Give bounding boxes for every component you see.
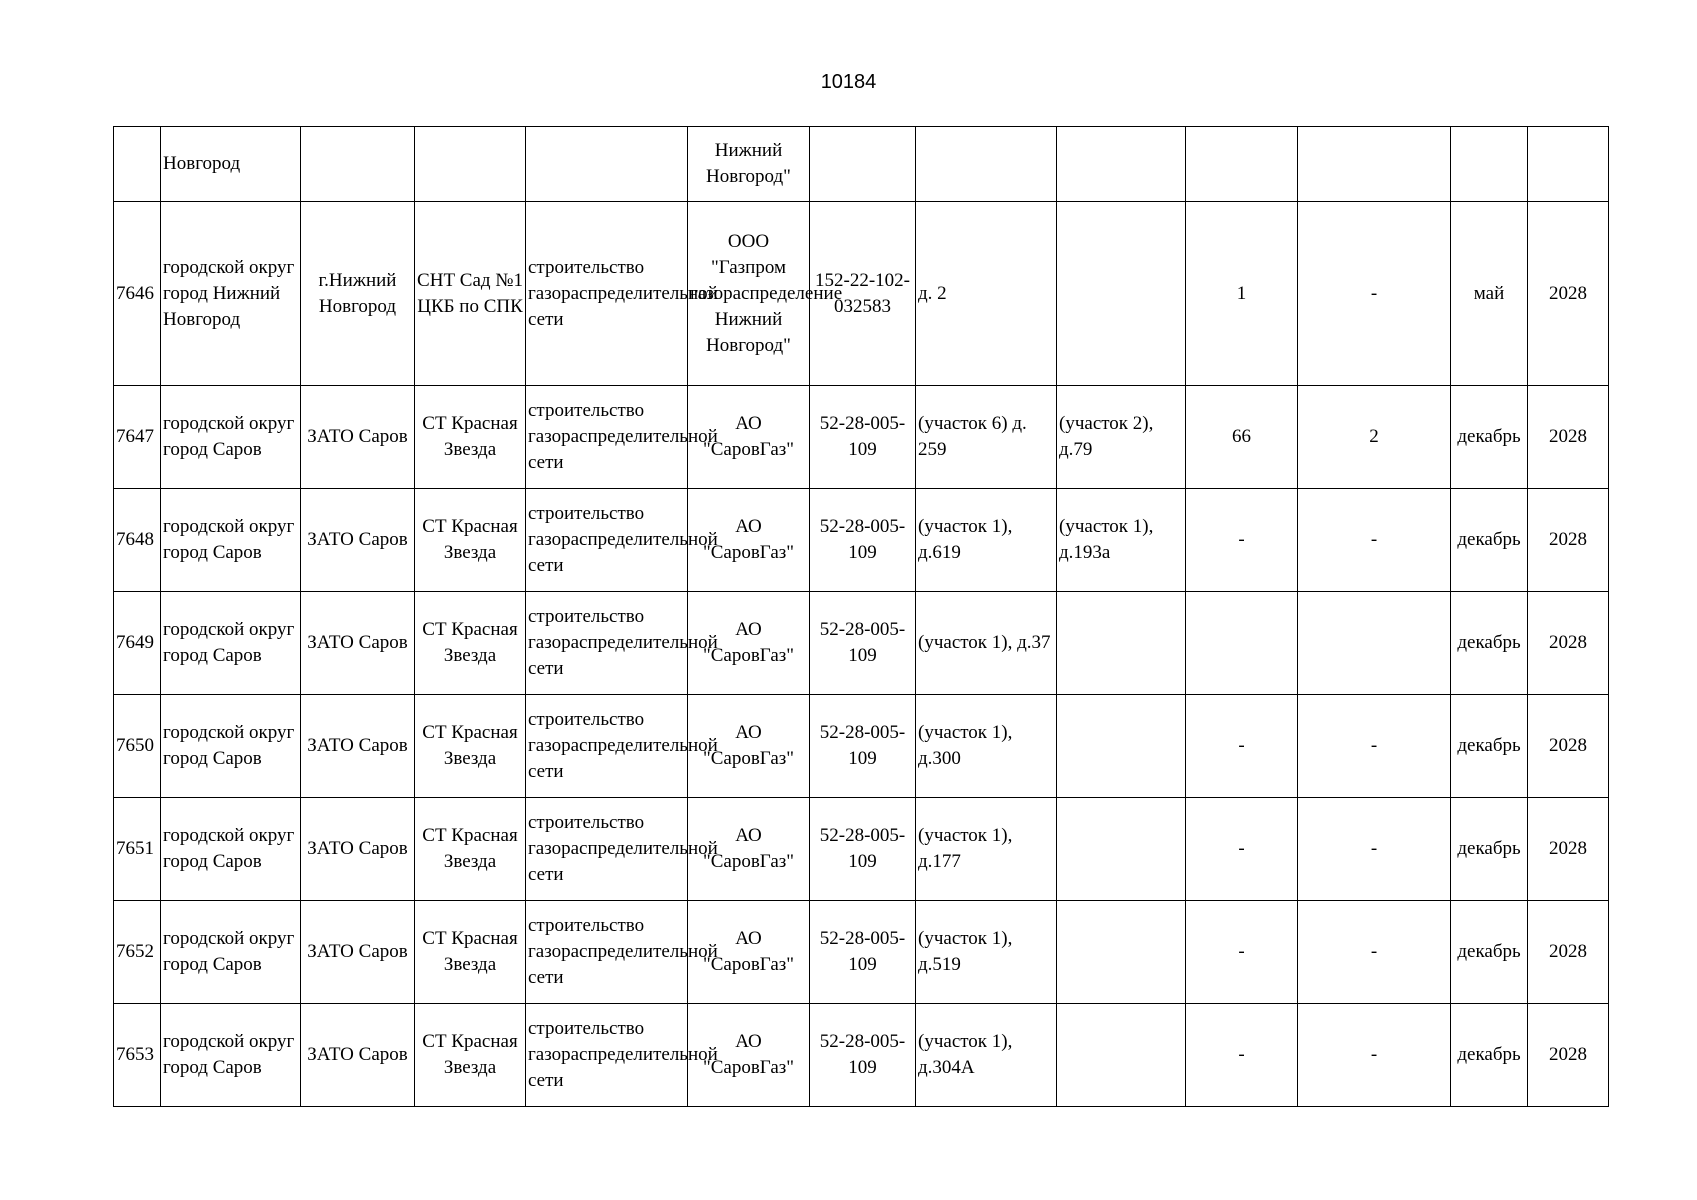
cell-year: 2028 [1528, 202, 1609, 386]
cell-snt: СТ Красная Звезда [415, 386, 526, 489]
cell-operator: ООО "Газпром газораспределение Нижний Новгород" [688, 202, 810, 386]
cell-work: строительство газораспределительной сети [526, 901, 688, 1004]
cell-qty2: - [1298, 901, 1451, 1004]
cell-qty2 [1298, 127, 1451, 202]
cell-qty: - [1186, 1004, 1298, 1107]
table-row [114, 386, 1609, 489]
cell-month: декабрь [1451, 901, 1528, 1004]
cell-snt: СТ Красная Звезда [415, 592, 526, 695]
cell-municipality: городской округ город Саров [161, 1004, 301, 1107]
cell-municipality: городской округ город Саров [161, 695, 301, 798]
cell-locality: ЗАТО Саров [301, 695, 415, 798]
table-row [114, 901, 1609, 1004]
cell-operator: АО "СаровГаз" [688, 1004, 810, 1107]
cell-locality [301, 127, 415, 202]
cell-month: декабрь [1451, 798, 1528, 901]
cell-month: май [1451, 202, 1528, 386]
cell-code: 52-28-005-109 [810, 592, 916, 695]
page-number: 10184 [820, 71, 877, 93]
cell-snt: СТ Красная Звезда [415, 798, 526, 901]
cell-operator: АО "СаровГаз" [688, 592, 810, 695]
cell-qty2: 2 [1298, 386, 1451, 489]
cell-num [114, 127, 161, 202]
cell-work: строительство газораспределительной сети [526, 695, 688, 798]
cell-num: 7648 [114, 489, 161, 592]
cell-num: 7647 [114, 386, 161, 489]
cell-qty: - [1186, 489, 1298, 592]
cell-operator: АО "СаровГаз" [688, 695, 810, 798]
cell-year: 2028 [1528, 901, 1609, 1004]
cell-snt: СТ Красная Звезда [415, 901, 526, 1004]
cell-addr1: (участок 1), д.619 [916, 489, 1057, 592]
cell-year: 2028 [1528, 798, 1609, 901]
cell-qty2: - [1298, 1004, 1451, 1107]
cell-qty2 [1298, 592, 1451, 695]
table-row [114, 798, 1609, 901]
cell-qty: 66 [1186, 386, 1298, 489]
cell-year: 2028 [1528, 386, 1609, 489]
cell-month: декабрь [1451, 1004, 1528, 1107]
cell-month: декабрь [1451, 489, 1528, 592]
cell-operator: Нижний Новгород" [688, 127, 810, 202]
cell-qty: 1 [1186, 202, 1298, 386]
cell-code: 52-28-005-109 [810, 798, 916, 901]
cell-qty: - [1186, 798, 1298, 901]
cell-code: 52-28-005-109 [810, 489, 916, 592]
cell-code: 52-28-005-109 [810, 901, 916, 1004]
table-row [114, 592, 1609, 695]
cell-addr1: д. 2 [916, 202, 1057, 386]
cell-code: 152-22-102-032583 [810, 202, 916, 386]
cell-addr2 [1057, 1004, 1186, 1107]
cell-num: 7651 [114, 798, 161, 901]
cell-locality: ЗАТО Саров [301, 1004, 415, 1107]
cell-locality: г.Нижний Новгород [301, 202, 415, 386]
cell-addr1: (участок 1), д.300 [916, 695, 1057, 798]
cell-qty: - [1186, 695, 1298, 798]
cell-addr2 [1057, 127, 1186, 202]
cell-snt: СНТ Сад №1 ЦКБ по СПК [415, 202, 526, 386]
table-row [114, 695, 1609, 798]
cell-locality: ЗАТО Саров [301, 489, 415, 592]
cell-work: строительство газораспределительной сети [526, 592, 688, 695]
cell-qty2: - [1298, 202, 1451, 386]
cell-addr2: (участок 2), д.79 [1057, 386, 1186, 489]
cell-addr2 [1057, 202, 1186, 386]
cell-qty [1186, 592, 1298, 695]
cell-locality: ЗАТО Саров [301, 386, 415, 489]
continuation-row [114, 127, 1609, 202]
cell-month: декабрь [1451, 592, 1528, 695]
cell-work: строительство газораспределительной сети [526, 386, 688, 489]
cell-addr1: (участок 1), д.37 [916, 592, 1057, 695]
cell-operator: АО "СаровГаз" [688, 386, 810, 489]
cell-snt [415, 127, 526, 202]
cell-num: 7652 [114, 901, 161, 1004]
cell-municipality: городской округ город Саров [161, 592, 301, 695]
cell-municipality: городской округ город Нижний Новгород [161, 202, 301, 386]
cell-municipality: городской округ город Саров [161, 798, 301, 901]
table-row [114, 202, 1609, 386]
cell-work: строительство газораспределительной сети [526, 489, 688, 592]
cell-snt: СТ Красная Звезда [415, 489, 526, 592]
cell-addr1: (участок 1), д.519 [916, 901, 1057, 1004]
cell-municipality: городской округ город Саров [161, 386, 301, 489]
cell-year [1528, 127, 1609, 202]
cell-month [1451, 127, 1528, 202]
cell-year: 2028 [1528, 592, 1609, 695]
cell-addr2 [1057, 592, 1186, 695]
cell-year: 2028 [1528, 489, 1609, 592]
cell-operator: АО "СаровГаз" [688, 489, 810, 592]
cell-locality: ЗАТО Саров [301, 798, 415, 901]
cell-municipality: городской округ город Саров [161, 901, 301, 1004]
gasification-table [113, 126, 1609, 1107]
table-row [114, 1004, 1609, 1107]
cell-operator: АО "СаровГаз" [688, 798, 810, 901]
cell-year: 2028 [1528, 1004, 1609, 1107]
cell-snt: СТ Красная Звезда [415, 695, 526, 798]
cell-num: 7653 [114, 1004, 161, 1107]
cell-work: строительство газораспределительной сети [526, 1004, 688, 1107]
cell-work: строительство газораспределительной сети [526, 202, 688, 386]
cell-code: 52-28-005-109 [810, 1004, 916, 1107]
cell-code [810, 127, 916, 202]
cell-addr2 [1057, 901, 1186, 1004]
cell-code: 52-28-005-109 [810, 695, 916, 798]
cell-month: декабрь [1451, 386, 1528, 489]
cell-qty [1186, 127, 1298, 202]
cell-snt: СТ Красная Звезда [415, 1004, 526, 1107]
cell-work: строительство газораспределительной сети [526, 798, 688, 901]
cell-qty2: - [1298, 695, 1451, 798]
cell-qty2: - [1298, 798, 1451, 901]
cell-addr2 [1057, 798, 1186, 901]
cell-addr2 [1057, 695, 1186, 798]
cell-num: 7649 [114, 592, 161, 695]
cell-addr1: (участок 1), д.177 [916, 798, 1057, 901]
cell-addr2: (участок 1), д.193а [1057, 489, 1186, 592]
cell-locality: ЗАТО Саров [301, 592, 415, 695]
cell-work [526, 127, 688, 202]
cell-locality: ЗАТО Саров [301, 901, 415, 1004]
cell-municipality: городской округ город Саров [161, 489, 301, 592]
cell-code: 52-28-005-109 [810, 386, 916, 489]
cell-addr1: (участок 1), д.304А [916, 1004, 1057, 1107]
cell-num: 7650 [114, 695, 161, 798]
cell-addr1 [916, 127, 1057, 202]
cell-qty: - [1186, 901, 1298, 1004]
cell-addr1: (участок 6) д. 259 [916, 386, 1057, 489]
cell-month: декабрь [1451, 695, 1528, 798]
cell-num: 7646 [114, 202, 161, 386]
cell-operator: АО "СаровГаз" [688, 901, 810, 1004]
cell-year: 2028 [1528, 695, 1609, 798]
table-row [114, 489, 1609, 592]
cell-municipality: Новгород [161, 127, 301, 202]
cell-qty2: - [1298, 489, 1451, 592]
